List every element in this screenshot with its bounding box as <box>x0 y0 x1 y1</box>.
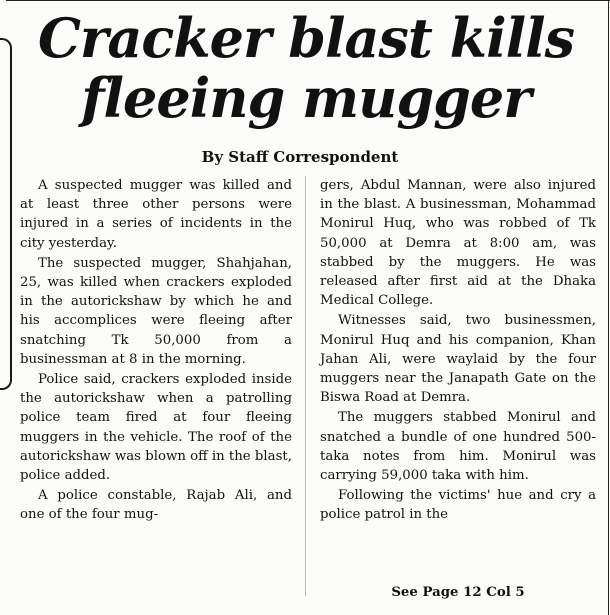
continued-on-page-line: See Page 12 Col 5 <box>391 585 525 600</box>
paragraph-continuation: gers, Abdul Mannan, were also injured in the blast. A businessman, Mohammad Monirul Huq, who was robbed of Tk 50,000 at Demra at 8:00 am, was stabbed by the muggers. He was released after first aid at the Dhaka Medical College. <box>320 178 596 309</box>
article-column-left <box>20 176 292 526</box>
paragraph: A police constable, Rajab Ali, and one of the four mug- <box>20 488 292 523</box>
page-frame-right <box>608 0 609 615</box>
column-divider <box>305 176 306 596</box>
paragraph: A suspected mugger was killed and at least three other persons were injured in a series of incidents in the city yesterday. <box>20 178 292 251</box>
paragraph: Police said, crackers exploded inside the autorickshaw when a patrolling police team fired at four fleeing muggers in the vehicle. The roof of the autorickshaw was blown off in the blast, police added. <box>20 372 292 484</box>
byline: By Staff Correspondent <box>201 148 399 166</box>
headline <box>16 8 596 128</box>
page-edge-bracket <box>0 38 12 390</box>
headline-line-1: Cracker blast kills <box>37 6 575 70</box>
page-frame-top <box>6 0 610 1</box>
paragraph: The suspected mugger, Shahjahan, 25, was killed when crackers exploded in the autorickshaw by which he and his accomplices were fleeing after snatching Tk 50,000 from a businessman at 8 in the morning. <box>20 255 292 367</box>
paragraph: The muggers stabbed Monirul and snatched a bundle of one hundred 500- taka notes from him. Monirul was carrying 59,000 taka with him. <box>320 410 596 484</box>
paragraph: Following the victims' hue and cry a police patrol in the <box>320 488 596 523</box>
headline-line-2: fleeing mugger <box>81 66 531 130</box>
paragraph: Witnesses said, two businessmen, Monirul Huq and his companion, Khan Jahan Ali, were waylaid by the four muggers near the Janapath Gate on the Biswa Road at Demra. <box>320 313 596 406</box>
article-column-right <box>320 176 596 526</box>
